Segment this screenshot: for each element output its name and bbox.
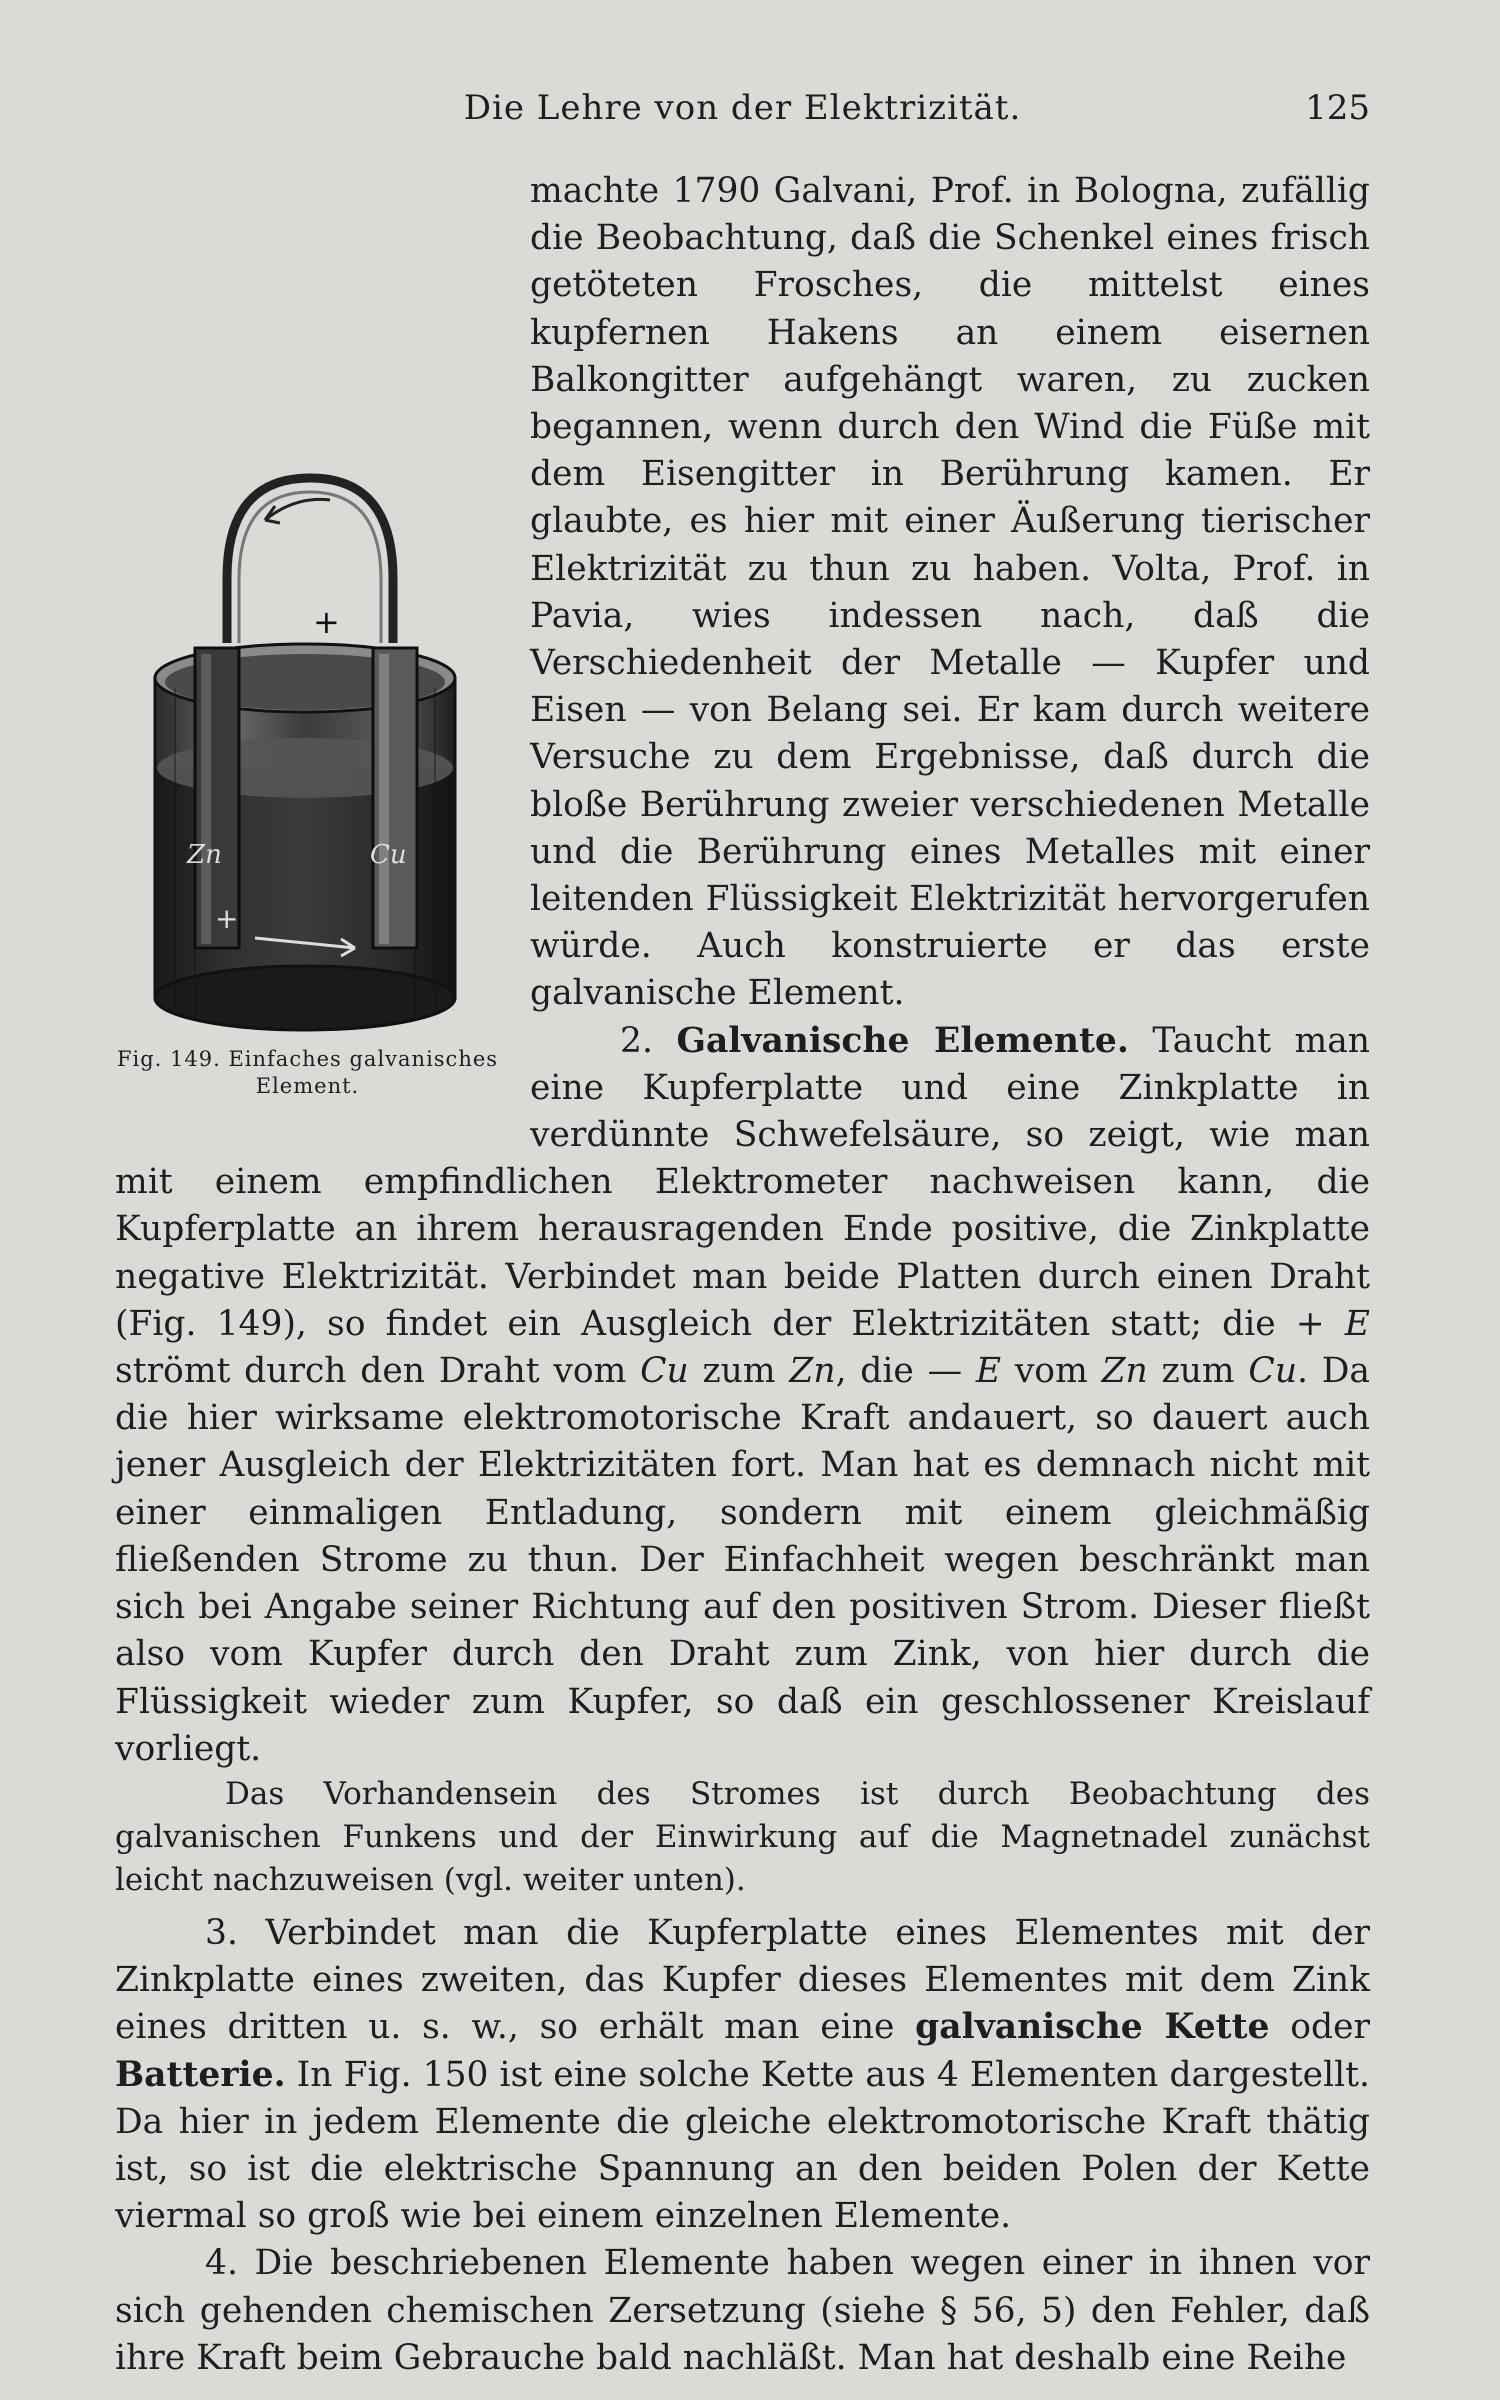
galvanic-cell-illustration [115, 468, 500, 1038]
paragraph-2: 2. Galvanische Elemente. Taucht man eine Kupferplatte und eine Zinkplatte in verdünnte Schwefelsäure, so zeigt, wie man mit einem empfindlichen Elektrometer nachweisen kann, die Kupferplatte an ihrem herausragenden Ende positive, die Zinkplatte negative Elektrizität. Verbindet man beide Platten durch einen Draht (Fig. 149), so findet ein Ausgleich der Elektrizitäten statt; die + E strömt durch den Draht vom Cu zum Zn, die — E vom Zn zum Cu. Da die hier wirksame elektromotorische Kraft andauert, so dauert auch jener Ausgleich der Elektrizitäten fort. Man hat es demnach nicht mit einer einmaligen Entladung, sondern mit einem gleichmäßig fließenden Strome zu thun. Der Einfachheit wegen beschränkt man sich bei Angabe seiner Richtung auf den positiven Strom. Dieser fließt also vom Kupfer durch den Draht zum Zink, von hier durch die Flüssigkeit wieder zum Kupfer, so daß ein geschlossener Kreislauf vorliegt. [115, 1020, 1371, 1769]
cu-label: Cu [370, 840, 407, 870]
small-print-note: Das Vorhandensein des Stromes ist durch Beobachtung des galvanischen Funkens und der Einwirkung auf die Magnetnadel zunächst leicht nachzuweisen (vgl. weiter unten). [115, 1775, 1370, 1898]
term-galvanic-chain: galvanische Kette [915, 2007, 1270, 2048]
page-number: 125 [1305, 88, 1370, 128]
paragraph-1-text: machte 1790 Galvani, Prof. in Bologna, zufällig die Beobachtung, daß die Schenkel eines frisch getöteten Frosches, die mittelst eines kupfernen Hakens an einem eisernen Balkongitter aufgehängt waren, zu zucken begannen, wenn durch den Wind die Füße mit dem Eisengitter in Berührung kamen. Er glaubte, es hier mit einer Äußerung tierischer Elektrizität zu thun zu haben. Volta, Prof. in Pavia, wies indessen nach, daß die Verschiedenheit der Metalle — Kupfer und Eisen — von Belang sei. Er kam durch weitere Versuche zu dem Ergebnisse, daß durch die bloße Berührung zweier verschiedenen Metalle und die Berührung eines Metalles mit einer leitenden Flüssigkeit Elektrizität hervorgerufen würde. Auch konstruierte er das erste galvanische Element. [530, 171, 1370, 1014]
section-2-number: 2. [620, 1020, 653, 1061]
paragraph-4: 4. Die beschriebenen Elemente haben wegen einer in ihnen vor sich gehenden chemischen Zersetzung (siehe § 56, 5) den Fehler, daß ihre Kraft beim Gebrauche bald nachläßt. Man hat deshalb eine Reihe [115, 2243, 1370, 2378]
term-battery: Batterie. [115, 2054, 286, 2095]
figure-caption: Fig. 149. Einfaches galvanisches Element. [116, 1047, 499, 1098]
figure-149 [115, 468, 500, 1148]
running-head [115, 88, 1370, 138]
plus-low-label: + [215, 902, 239, 935]
wire [227, 478, 393, 643]
body-text [115, 168, 1370, 2382]
plus-label: + [313, 603, 340, 641]
running-title: Die Lehre von der Elektrizität. [463, 88, 1022, 128]
zn-label: Zn [187, 840, 222, 870]
section-2-heading: Galvanische Elemente. [676, 1020, 1129, 1061]
paragraph-3: 3. Verbindet man die Kupferplatte eines Elementes mit der Zinkplatte eines zweiten, das Kupfer dieses Elementes mit dem Zink eines dritten u. s. w., so erhält man eine galvanische Kette oder Batterie. In Fig. 150 ist eine solche Kette aus 4 Elementen dargestellt. Da hier in jedem Elemente die gleiche elektromotorische Kraft thätig ist, so ist die elektrische Spannung an den beiden Polen der Kette viermal so groß wie bei einem einzelnen Elemente. [115, 1912, 1370, 2237]
